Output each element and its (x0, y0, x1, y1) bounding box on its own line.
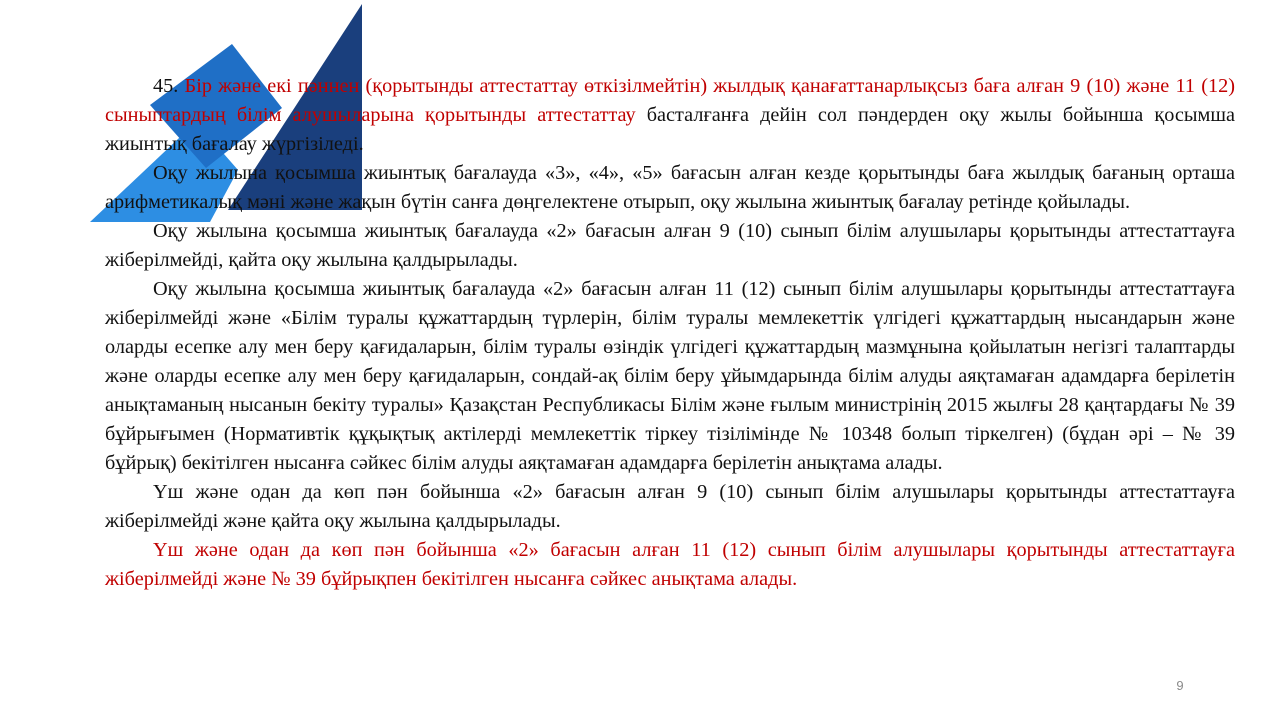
clause-number: 45. (153, 75, 179, 97)
paragraph-three-subjects-class-9: Үш және одан да көп пән бойынша «2» бағасын алған 9 (10) сынып білім алушылары қорытынды аттестаттауға жіберілмейді және қайта оқу жылына қалдырылады. (105, 481, 1235, 532)
paragraph-45 (105, 72, 1235, 159)
document-text (105, 72, 1235, 594)
page-number: 9 (1176, 678, 1184, 693)
paragraph-grade-2-class-9: Оқу жылына қосымша жиынтық бағалауда «2» бағасын алған 9 (10) сынып білім алушылары қорытынды аттестаттауға жіберілмейді, қайта оқу жылына қалдырылады. (105, 220, 1235, 271)
clause-text: басталғанға дейін сол пәндерден оқу жылы бойынша қосымша жиынтық бағалау жүргізіледі. (105, 104, 1235, 155)
paragraph-grades-3-4-5: Оқу жылына қосымша жиынтық бағалауда «3», «4», «5» бағасын алған кезде қорытынды баға жылдық бағаның орташа арифметикалық мәні және жақын бүтін санға дөңгелектене отырып, оқу жылына жиынтық бағалау ретінде қойылады. (105, 162, 1235, 213)
clause-highlight-text: Бір және екі пәннен (қорытынды аттестаттау өткізілмейтін) жылдық қанағаттанарлықсыз баға алған 9 (10) және 11 (12) сыныптардың білім алушыларына қорытынды аттестаттау (105, 75, 1235, 126)
paragraph-three-subjects-class-11: Үш және одан да көп пән бойынша «2» бағасын алған 11 (12) сынып білім алушылары қорытынды аттестаттауға жіберілмейді және № 39 бұйрықпен бекітілген нысанға сәйкес анықтама алады. (105, 539, 1235, 590)
paragraph-grade-2-class-11: Оқу жылына қосымша жиынтық бағалауда «2» бағасын алған 11 (12) сынып білім алушылары қорытынды аттестаттауға жіберілмейді және «Білім туралы құжаттардың түрлерін, білім туралы мемлекеттік үлгідегі құжаттардың нысандарын және оларды есепке алу мен беру қағидаларын, білім туралы өзіндік үлгідегі құжаттардың мазмұнына қойылатын негізгі талаптарды және оларды есепке алу мен беру қағидаларын, сондай-ақ білім беру ұйымдарында білім алуды аяқтамаған адамдарға берілетін анықтаманың нысанын бекіту туралы» Қазақстан Республикасы Білім және ғылым министрінің 2015 жылғы 28 қаңтардағы № 39 бұйрығымен (Нормативтік құқықтық актілерді мемлекеттік тіркеу тізілімінде № 10348 болып тіркелген) (бұдан әрі – № 39 бұйрық) бекітілген нысанға сәйкес білім алуды аяқтамаған адамдарға берілетін анықтама алады. (105, 278, 1235, 474)
